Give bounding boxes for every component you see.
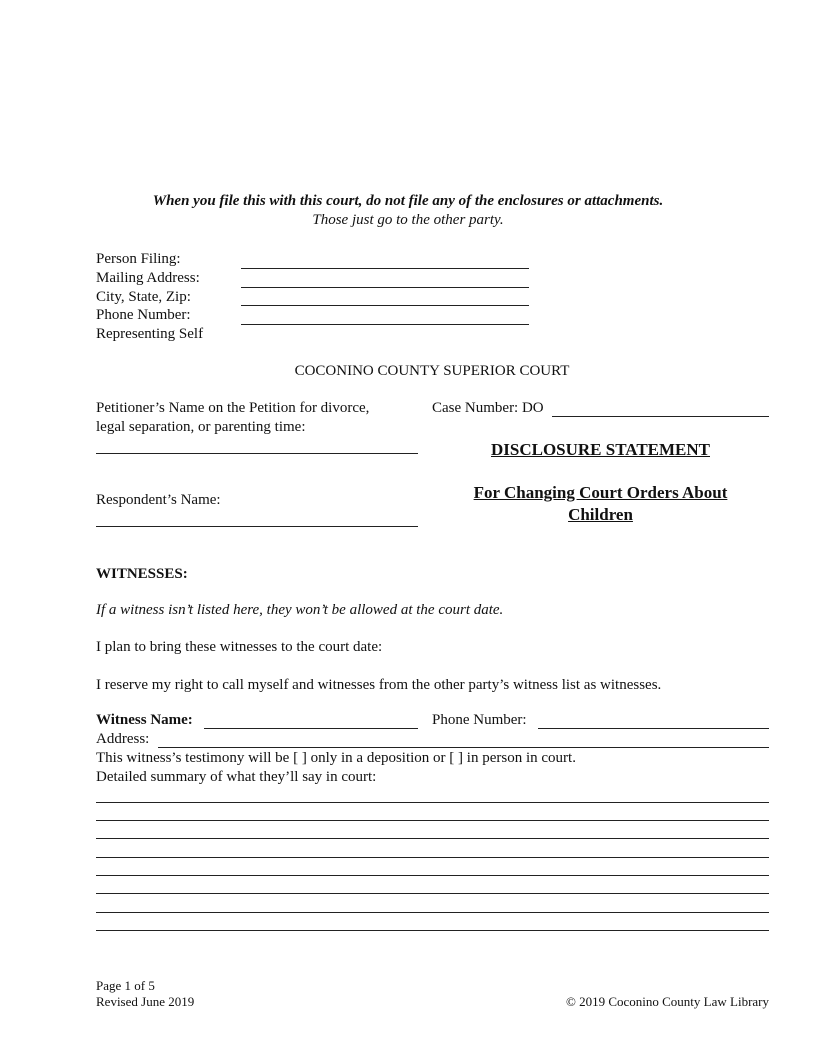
respondent-label: Respondent’s Name: [96,492,221,508]
witness-phone-label: Phone Number: [432,712,527,728]
phone-number-field[interactable] [241,324,529,325]
witness-phone-field[interactable] [538,728,769,729]
summary-line[interactable] [96,930,769,931]
witnesses-warning: If a witness isn’t listed here, they won’t be allowed at the court date. [96,602,504,618]
summary-line[interactable] [96,820,769,821]
person-filing-field[interactable] [241,268,529,269]
summary-line[interactable] [96,893,769,894]
city-state-zip-field[interactable] [241,305,529,306]
witnesses-heading: WITNESSES: [96,566,188,582]
summary-line[interactable] [96,912,769,913]
witness-name-label: Witness Name: [96,712,193,728]
mailing-address-field[interactable] [241,287,529,288]
mailing-address-label: Mailing Address: [96,270,200,286]
witness-name-field[interactable] [204,728,418,729]
person-filing-label: Person Filing: [96,251,181,267]
petitioner-label-line1: Petitioner’s Name on the Petition for divorce, [96,400,370,416]
copyright-notice: © 2019 Coconino County Law Library [565,994,769,1009]
summary-line[interactable] [96,875,769,876]
witnesses-plan-text: I plan to bring these witnesses to the court date: [96,639,383,655]
revision-date: Revised June 2019 [96,994,195,1009]
witness-summary-label: Detailed summary of what they’ll say in court: [96,769,377,785]
page-number: Page 1 of 5 [96,978,155,993]
city-state-zip-label: City, State, Zip: [96,289,191,305]
court-name: COCONINO COUNTY SUPERIOR COURT [294,363,570,379]
case-number-field[interactable] [552,416,769,417]
summary-line[interactable] [96,802,769,803]
filing-notice: When you file this with this court, do not file any of the enclosures or attachments. [152,193,664,209]
summary-line[interactable] [96,838,769,839]
respondent-name-field[interactable] [96,526,418,527]
case-number-label: Case Number: DO [432,400,544,416]
phone-number-label: Phone Number: [96,307,191,323]
witness-address-field[interactable] [158,747,769,748]
filing-notice-subtext: Those just go to the other party. [312,212,504,228]
witness-address-label: Address: [96,731,150,747]
petitioner-name-field[interactable] [96,453,418,454]
witness-testimony-type: This witness’s testimony will be [ ] only in a deposition or [ ] in person in court. [96,750,576,766]
document-title: DISCLOSURE STATEMENT [490,440,710,459]
document-subtitle-line2: Children [568,505,633,524]
document-subtitle-line1: For Changing Court Orders About [473,483,728,502]
witnesses-reserve-text: I reserve my right to call myself and witnesses from the other party’s witness list as witnesses. [96,677,662,693]
representing-self-label: Representing Self [96,326,204,342]
petitioner-label-line2: legal separation, or parenting time: [96,419,306,435]
summary-line[interactable] [96,857,769,858]
